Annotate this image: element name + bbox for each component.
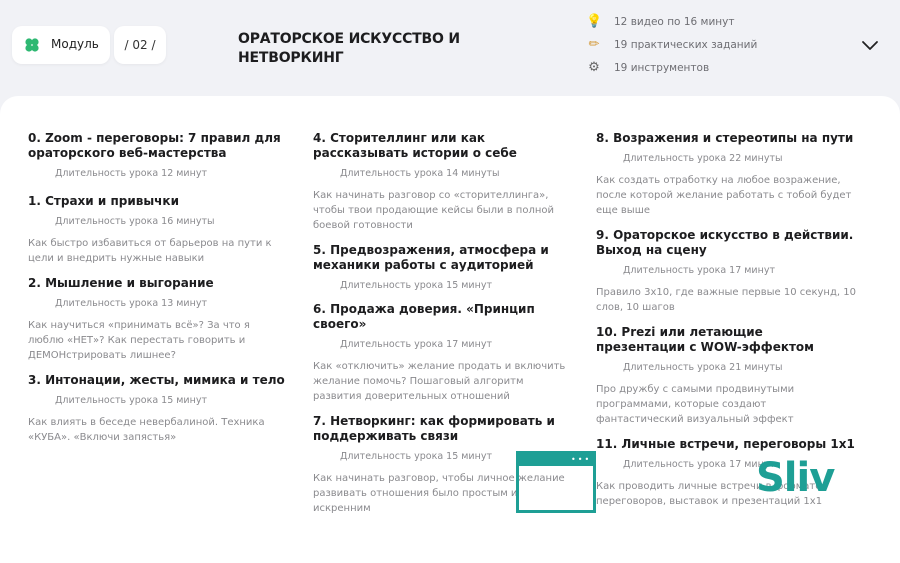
lesson-duration: Длительность урока 15 минут <box>55 395 207 406</box>
lesson-title: 4. Сторителлинг или как рассказывать истории о себе <box>313 131 517 160</box>
stat-text: 19 практических заданий <box>614 39 758 51</box>
lesson-item[interactable] <box>596 228 856 315</box>
lesson-item[interactable] <box>28 373 288 445</box>
lesson-duration: Длительность урока 16 минуты <box>55 216 215 227</box>
lesson-duration: Длительность урока 15 минут <box>340 280 492 291</box>
stat-text: 12 видео по 16 минут <box>614 16 735 28</box>
lesson-title: 7. Нетворкинг: как формировать и поддерживать связи <box>313 414 555 443</box>
pencil-icon: ✏ <box>588 37 600 52</box>
lesson-item[interactable] <box>313 302 573 404</box>
lesson-title: 10. Prezi или летающие презентации с WOW-эффектом <box>596 325 814 354</box>
page-title: ОРАТОРСКОЕ ИСКУССТВО И НЕТВОРКИНГ <box>238 31 460 66</box>
lesson-description: Как проводить личные встречи в формате переговоров, выставок и презентаций 1х1 <box>596 481 823 507</box>
module-label: Модуль <box>51 37 99 51</box>
window-dots-icon: ••• <box>571 455 592 464</box>
lesson-description: Как научиться «принимать всё»? За что я люблю «НЕТ»? Как перестать говорить и ДЕМОНстрировать лишнее? <box>28 320 250 361</box>
browser-window-icon <box>516 451 596 513</box>
lesson-duration: Длительность урока 17 минут <box>623 265 775 276</box>
lesson-description: Как начинать разговор со «сторителлинга», чтобы твои продающие кейсы были в полной боевой готовности <box>313 190 554 231</box>
window-title-bar <box>519 454 593 466</box>
clover-icon <box>24 37 40 53</box>
lesson-title: 3. Интонации, жесты, мимика и тело <box>28 373 285 387</box>
stat-text: 19 инструментов <box>614 62 710 74</box>
lesson-duration: Длительность урока 13 минут <box>55 298 207 309</box>
lesson-item[interactable] <box>596 325 856 427</box>
lesson-duration: Длительность урока 12 минут <box>55 168 207 179</box>
lesson-item[interactable] <box>28 276 288 363</box>
lesson-description: Как влиять в беседе невербалиной. Техника «КУБА». «Включи запястья» <box>28 417 265 443</box>
lesson-title: 1. Страхи и привычки <box>28 194 179 208</box>
gear-icon: ⚙ <box>588 60 600 75</box>
lesson-item[interactable] <box>596 131 856 218</box>
lesson-duration: Длительность урока 22 минуты <box>623 153 783 164</box>
module-header <box>0 0 900 96</box>
lesson-title: 5. Предвозражения, атмосфера и механики работы с аудиторией <box>313 243 549 272</box>
lesson-title: 11. Личные встречи, переговоры 1х1 <box>596 437 855 451</box>
lesson-duration: Длительность урока 21 минуты <box>623 362 783 373</box>
chevron-down-icon[interactable] <box>860 38 880 52</box>
lesson-description: Правило 3х10, где важные первые 10 секунд, 10 слов, 10 шагов <box>596 287 856 313</box>
lesson-duration: Длительность урока 14 минуты <box>340 168 500 179</box>
lessons-column-3 <box>596 131 856 509</box>
lesson-description: Как быстро избавиться от барьеров на пути к цели и внедрить нужные навыки <box>28 238 272 264</box>
lesson-item[interactable] <box>28 131 288 180</box>
lesson-item[interactable] <box>313 243 573 292</box>
lesson-item[interactable] <box>28 194 288 266</box>
module-number: / 02 / <box>114 26 166 64</box>
lesson-description: Про дружбу с самыми продвинутыми программами, которые создают фантастический визуальный эффект <box>596 384 795 425</box>
lesson-duration: Длительность урока 15 минут <box>340 451 492 462</box>
lesson-title: 2. Мышление и выгорание <box>28 276 214 290</box>
lesson-description: Как «отключить» желание продать и включить желание помочь? Пошаговый алгоритм развития доверительных отношений <box>313 361 566 402</box>
lesson-title: 6. Продажа доверия. «Принцип своего» <box>313 302 535 331</box>
lesson-duration: Длительность урока 17 минут <box>340 339 492 350</box>
lesson-description: Как начинать разговор, чтобы личное желание развивать отношения было простым и искренним <box>313 473 565 514</box>
lesson-title: 9. Ораторское искусство в действии. Выход на сцену <box>596 228 854 257</box>
lesson-description: Как создать отработку на любое возражение, после которой желание работать с тобой будет еще выше <box>596 175 852 216</box>
watermark-logo: Sliv <box>756 455 835 501</box>
lessons-column-1 <box>28 131 288 445</box>
module-badge <box>12 26 110 64</box>
lightbulb-icon: 💡 <box>586 14 603 29</box>
lesson-item[interactable] <box>313 131 573 233</box>
lesson-duration: Длительность урока 17 минут <box>623 459 775 470</box>
lesson-title: 8. Возражения и стереотипы на пути <box>596 131 854 145</box>
lesson-title: 0. Zoom - переговоры: 7 правил для ораторского веб-мастерства <box>28 131 281 160</box>
